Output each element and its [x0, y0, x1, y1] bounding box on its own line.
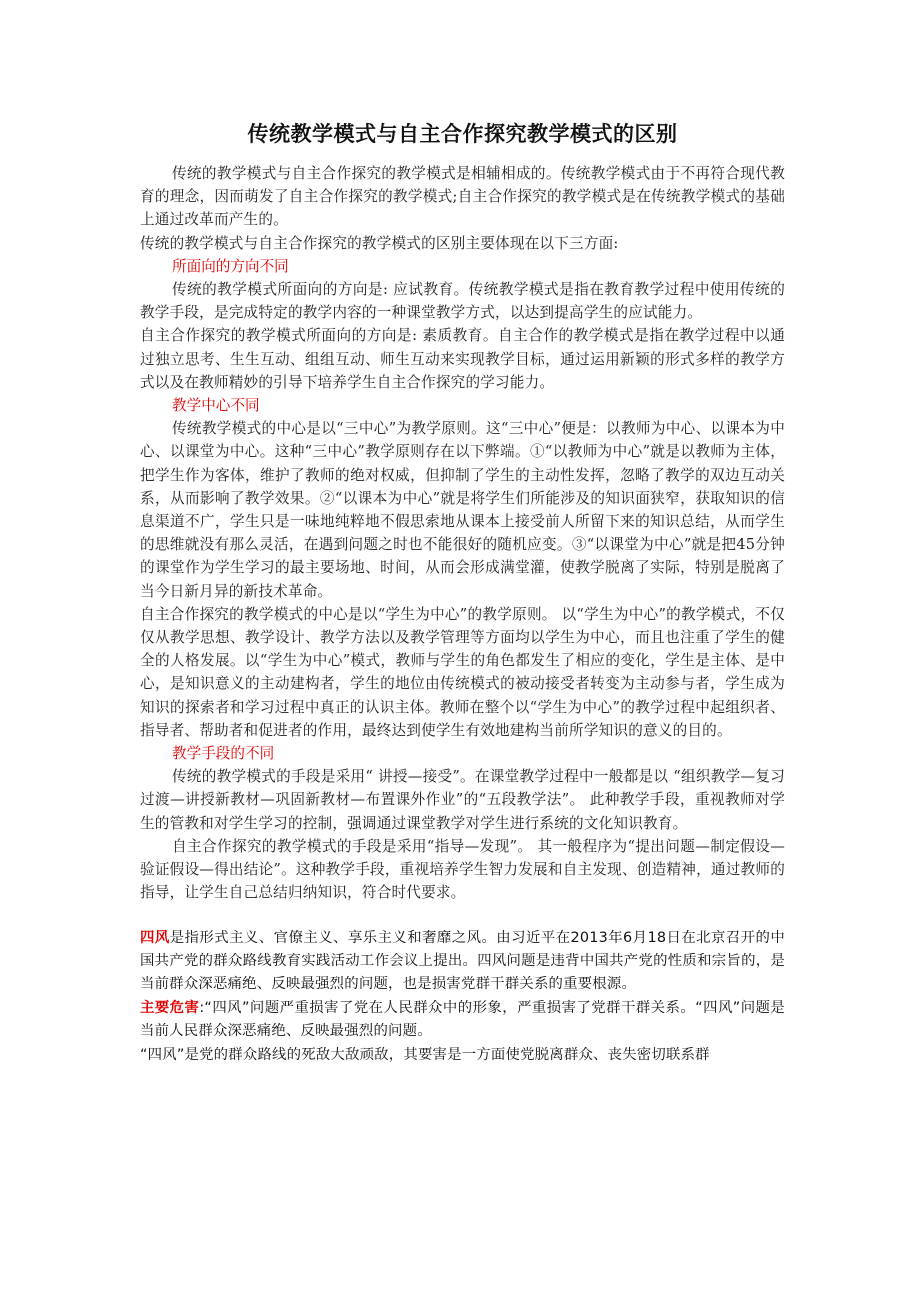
sifeng-text: 是指形式主义、官僚主义、享乐主义和奢靡之风。由习近平在2013年6月18日在北京召开的中国共产党的群众路线教育实践活动工作会议上提出。四风问题是违背中国共产党的性质和宗旨的，是当前群众深恶痛绝、反映最强烈的问题，也是损害党群干群关系的重要根源。 [140, 929, 785, 993]
document-page [140, 118, 785, 1067]
section-heading-direction: 所面向的方向不同 [172, 257, 289, 275]
sifeng-paragraph [140, 927, 785, 997]
section-paragraph: 传统的教学模式的手段是采用“ 讲授—接受”。在课堂教学过程中一般都是以 “组织教学—复习过渡—讲授新教材—巩固新教材—布置课外作业”的“五段教学法”。 此种教学手段，重视教师对学生的管教和对学生学习的控制，强调通过课堂教学对学生进行系统的文化知识教育。 [140, 768, 785, 832]
intro-summary: 传统的教学模式与自主合作探究的教学模式的区别主要体现在以下三方面: [140, 234, 619, 252]
document-title: 传统教学模式与自主合作探究教学模式的区别 [247, 122, 678, 146]
spacer [140, 905, 785, 927]
section-paragraph: 自主合作探究的教学模式的中心是以“学生为中心”的教学原则。 以“学生为中心”的教学模式，不仅仅从教学思想、教学设计、教学方法以及教学管理等方面均以学生为中心，而且也注重了学生的健全的人格发展。以“学生为中心”模式，教师与学生的角色都发生了相应的变化，学生是主体、是中心，是知识意义的主动建构者，学生的地位由传统模式的被动接受者转变为主动参与者，学生成为知识的探索者和学习过程中真正的认识主体。教师在整个以“学生为中心”的教学过程中起组织者、指导者、帮助者和促进者的作用，最终达到使学生有效地建构当前所学知识的意义的目的。 [140, 605, 785, 739]
intro-paragraph: 传统的教学模式与自主合作探究的教学模式是相辅相成的。传统教学模式由于不再符合现代教育的理念，因而萌发了自主合作探究的教学模式;自主合作探究的教学模式是在传统教学模式的基础上通过改革而产生的。 [140, 165, 785, 229]
harm-label: 主要危害 [140, 999, 200, 1016]
harm-paragraph [140, 997, 785, 1044]
sifeng-last-line: “四风”是党的群众路线的死敌大敌顽敌，其要害是一方面使党脱离群众、丧失密切联系群 [140, 1046, 710, 1063]
section-paragraph: 传统教学模式的中心是以“三中心”为教学原则。这“三中心”便是：以教师为中心、以课本为中心、以课堂为中心。这种“三中心”教学原则存在以下弊端。①“以教师为中心”就是以教师为主体，把学生作为客体，维护了教师的绝对权威，但抑制了学生的主动性发挥，忽略了教学的双边互动关系，从而影响了教学效果。②“以课本为中心”就是将学生们所能涉及的知识面狭窄，获取知识的信息渠道不广，学生只是一味地纯粹地不假思索地从课本上接受前人所留下来的知识总结，从而学生的思维就没有那么灵活，在遇到问题之时也不能很好的随机应变。③“以课堂为中心”就是把45分钟的课堂作为学生学习的最主要场地、时间，从而会形成满堂灌，使教学脱离了实际，特别是脱离了当今日新月异的新技术革命。 [140, 420, 785, 600]
section-paragraph: 自主合作探究的教学模式所面向的方向是: 素质教育。自主合作的教学模式是指在教学过程中以通过独立思考、生生互动、组组互动、师生互动来实现教学目标，通过运用新颖的形式多样的教学方式以及在教师精妙的引导下培养学生自主合作探究的学习能力。 [140, 327, 785, 391]
section-heading-means: 教学手段的不同 [172, 745, 275, 763]
section-paragraph: 自主合作探究的教学模式的手段是采用“指导—发现”。 其一般程序为“提出问题—制定假设—验证假设—得出结论”。这种教学手段，重视培养学生智力发展和自主发现、创造精神，通过教师的指导，让学生自己总结归纳知识，符合时代要求。 [140, 837, 785, 902]
section-paragraph: 传统的教学模式所面向的方向是: 应试教育。传统教学模式是指在教育教学过程中使用传统的教学手段，是完成特定的教学内容的一种课堂教学方式，以达到提高学生的应试能力。 [140, 281, 785, 322]
section-heading-center: 教学中心不同 [172, 397, 260, 415]
sifeng-term: 四风 [140, 929, 170, 946]
harm-text: :“四风”问题严重损害了党在人民群众中的形象，严重损害了党群干群关系。“四风”问题是当前人民群众深恶痛绝、反映最强烈的问题。 [140, 999, 785, 1040]
